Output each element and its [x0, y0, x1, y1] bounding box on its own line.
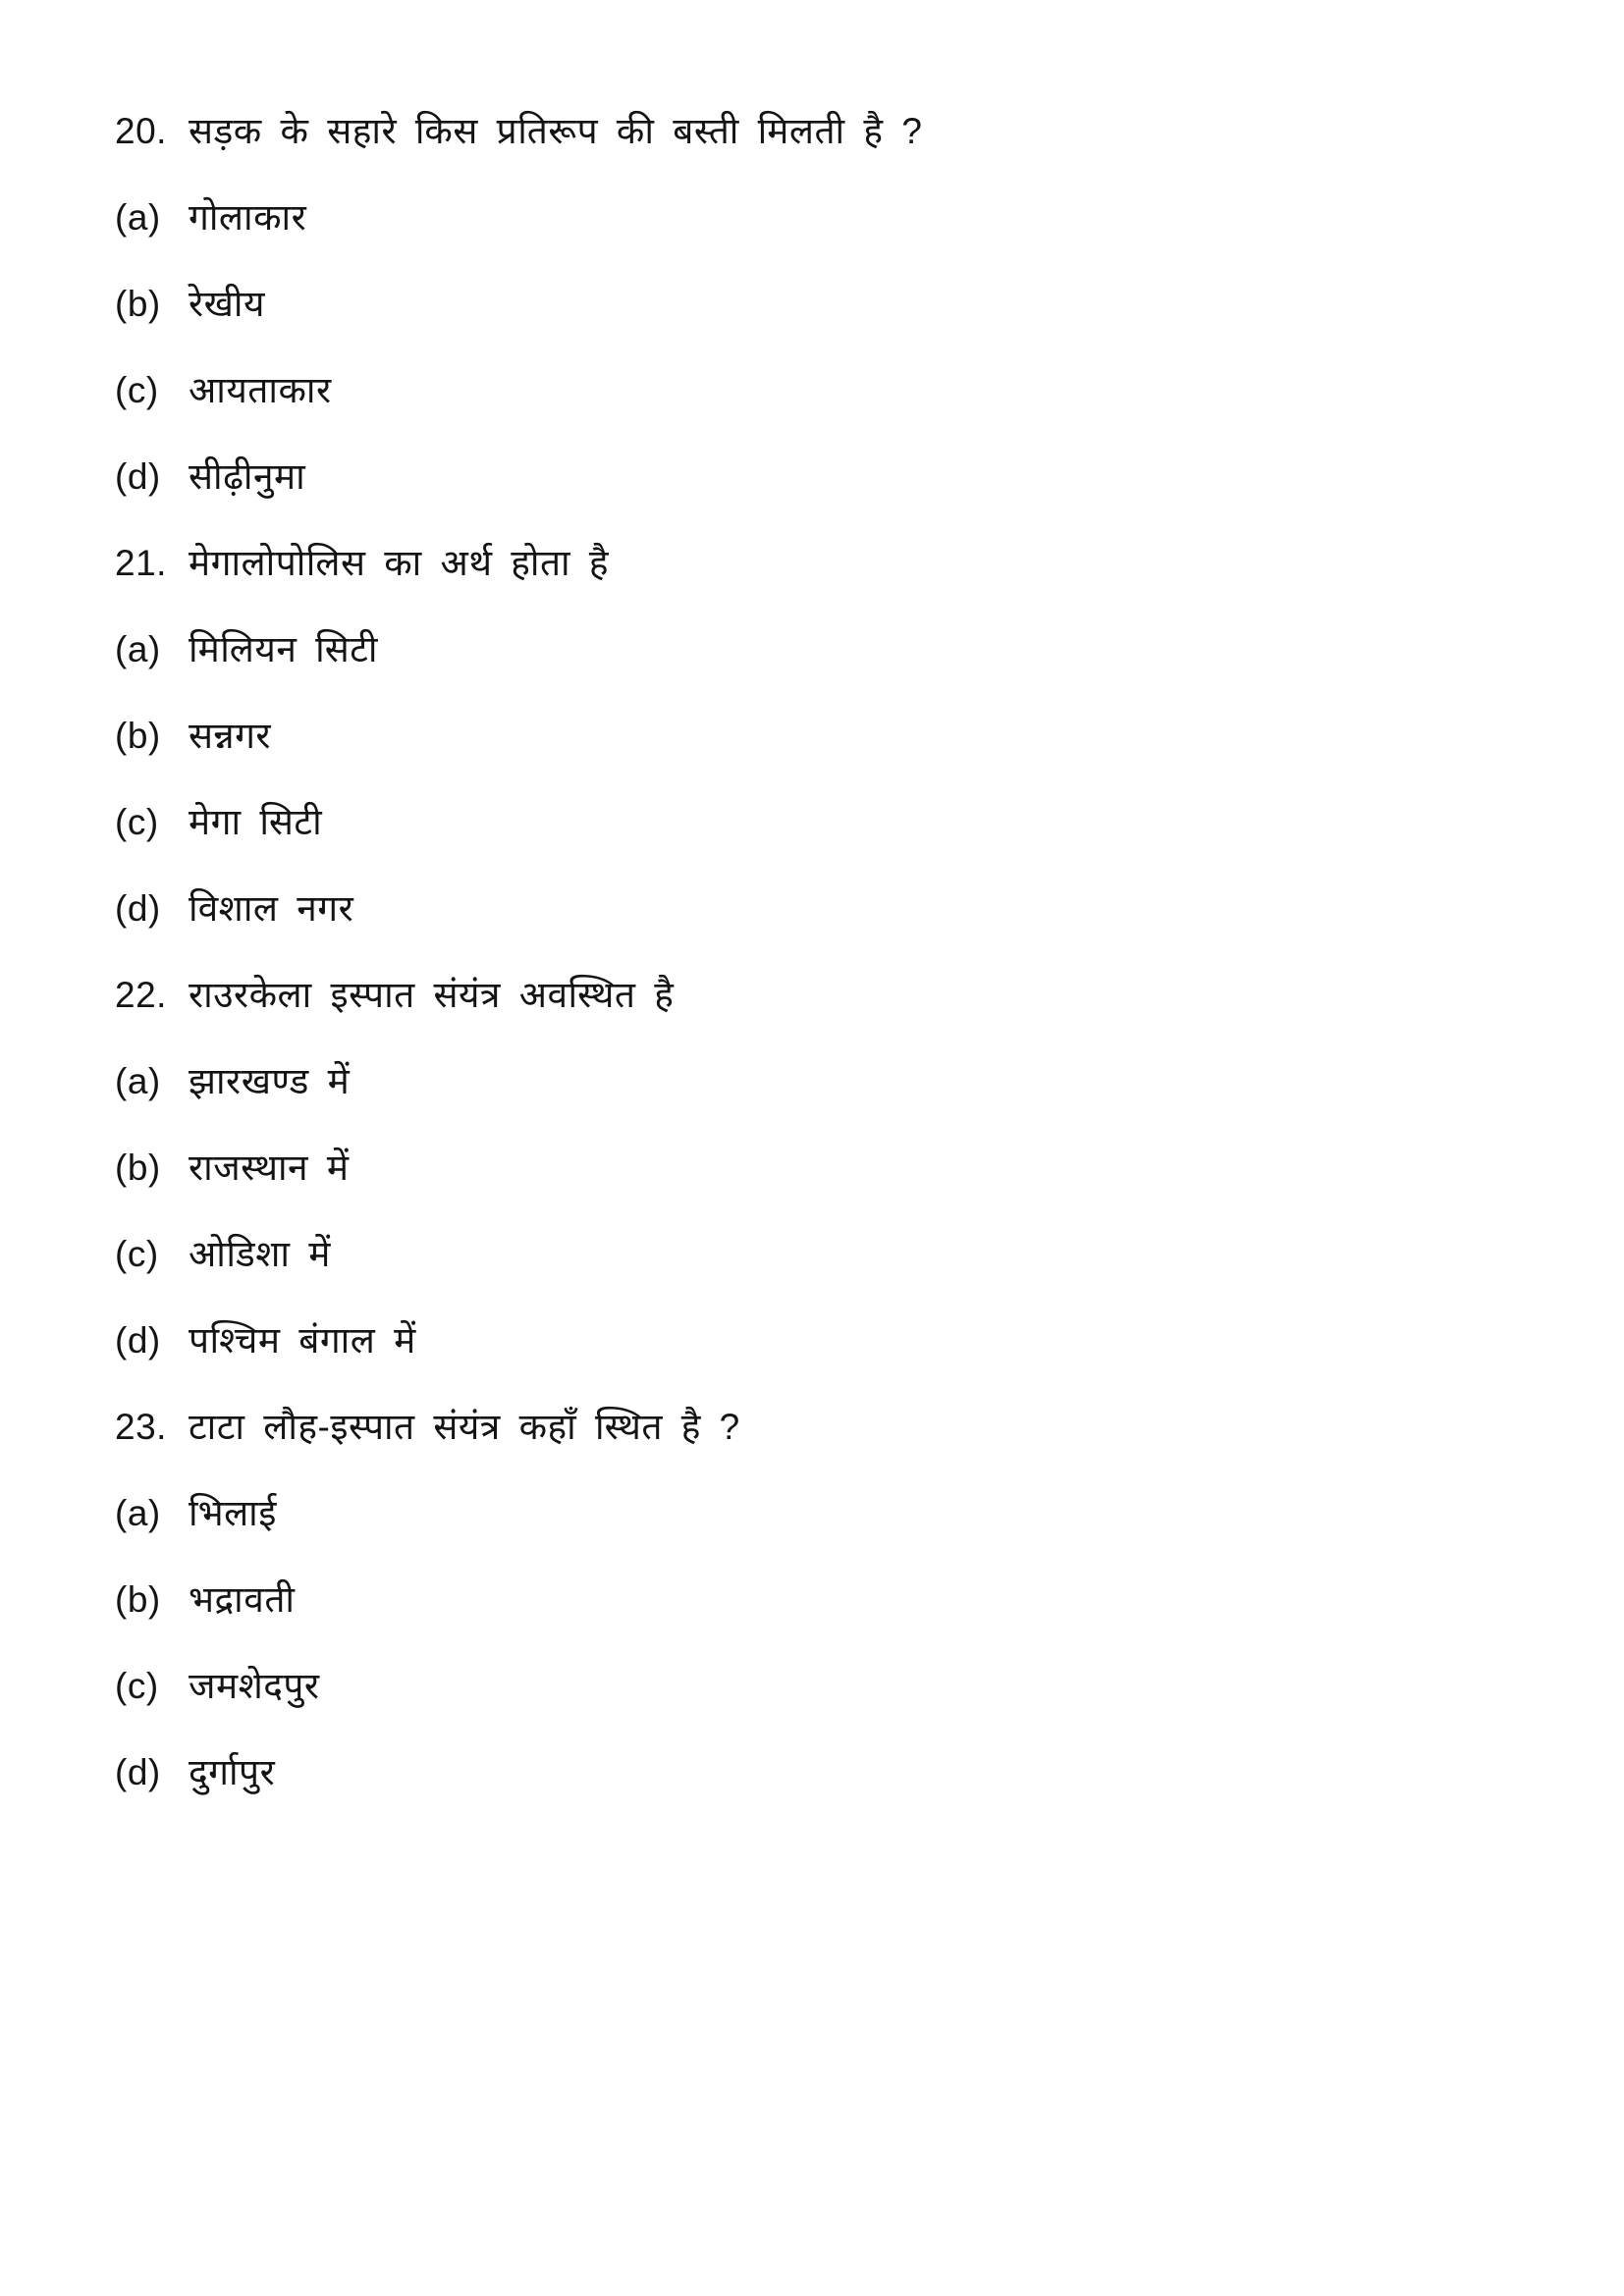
option-label: (d) — [115, 888, 161, 929]
option-text: मिलियन सिटी — [189, 629, 378, 669]
option-label: (b) — [115, 716, 161, 756]
option-row — [115, 715, 1565, 758]
option-label: (b) — [115, 1579, 161, 1620]
question-line — [115, 110, 1565, 153]
option-text: विशाल नगर — [189, 888, 354, 929]
option-label: (a) — [115, 1061, 161, 1101]
option-row — [115, 283, 1565, 326]
option-text: राजस्थान में — [189, 1148, 350, 1188]
option-label: (d) — [115, 1320, 161, 1361]
option-row — [115, 801, 1565, 844]
option-row — [115, 887, 1565, 931]
option-row — [115, 1578, 1565, 1622]
option-row — [115, 628, 1565, 671]
option-text: मेगा सिटी — [189, 802, 323, 842]
option-text: ओडिशा में — [189, 1234, 331, 1274]
option-text: रेखीय — [189, 284, 265, 324]
questions-container — [115, 110, 1565, 1794]
option-label: (a) — [115, 197, 161, 238]
option-label: (c) — [115, 1666, 159, 1706]
option-label: (b) — [115, 284, 161, 324]
option-label: (c) — [115, 1234, 159, 1274]
option-row — [115, 1492, 1565, 1535]
option-row — [115, 1233, 1565, 1276]
option-text: भिलाई — [189, 1493, 277, 1533]
option-row — [115, 1147, 1565, 1190]
option-text: गोलाकार — [189, 197, 307, 238]
question-text: टाटा लौह-इस्पात संयंत्र कहाँ स्थित है ? — [189, 1407, 740, 1447]
option-label: (d) — [115, 1752, 161, 1792]
option-text: जमशेदपुर — [189, 1666, 320, 1706]
option-row — [115, 1665, 1565, 1708]
question-number: 21. — [115, 543, 167, 583]
option-text: भद्रावती — [189, 1579, 296, 1620]
question-text: सड़क के सहारे किस प्रतिरूप की बस्ती मिलती है ? — [189, 111, 923, 151]
question-block — [115, 110, 1565, 499]
option-text: दुर्गापुर — [189, 1752, 276, 1792]
question-number: 23. — [115, 1407, 167, 1447]
option-row — [115, 1060, 1565, 1103]
question-block — [115, 1406, 1565, 1794]
question-line — [115, 1406, 1565, 1449]
option-label: (c) — [115, 370, 159, 410]
option-row — [115, 1319, 1565, 1362]
question-line — [115, 974, 1565, 1017]
option-text: आयताकार — [189, 370, 332, 410]
question-block — [115, 542, 1565, 931]
question-number: 22. — [115, 975, 167, 1015]
option-text: पश्चिम बंगाल में — [189, 1320, 416, 1361]
question-number: 20. — [115, 111, 167, 151]
option-label: (a) — [115, 629, 161, 669]
option-label: (a) — [115, 1493, 161, 1533]
option-label: (b) — [115, 1148, 161, 1188]
option-label: (c) — [115, 802, 159, 842]
question-text: राउरकेला इस्पात संयंत्र अवस्थित है — [189, 975, 675, 1015]
question-line — [115, 542, 1565, 585]
question-block — [115, 974, 1565, 1362]
option-row — [115, 1751, 1565, 1794]
option-row — [115, 369, 1565, 412]
option-label: (d) — [115, 456, 161, 497]
option-text: सीढ़ीनुमा — [189, 456, 306, 497]
option-text: सन्नगर — [189, 716, 272, 756]
question-text: मेगालोपोलिस का अर्थ होता है — [189, 543, 610, 583]
option-row — [115, 455, 1565, 499]
option-row — [115, 196, 1565, 240]
option-text: झारखण्ड में — [189, 1061, 351, 1101]
